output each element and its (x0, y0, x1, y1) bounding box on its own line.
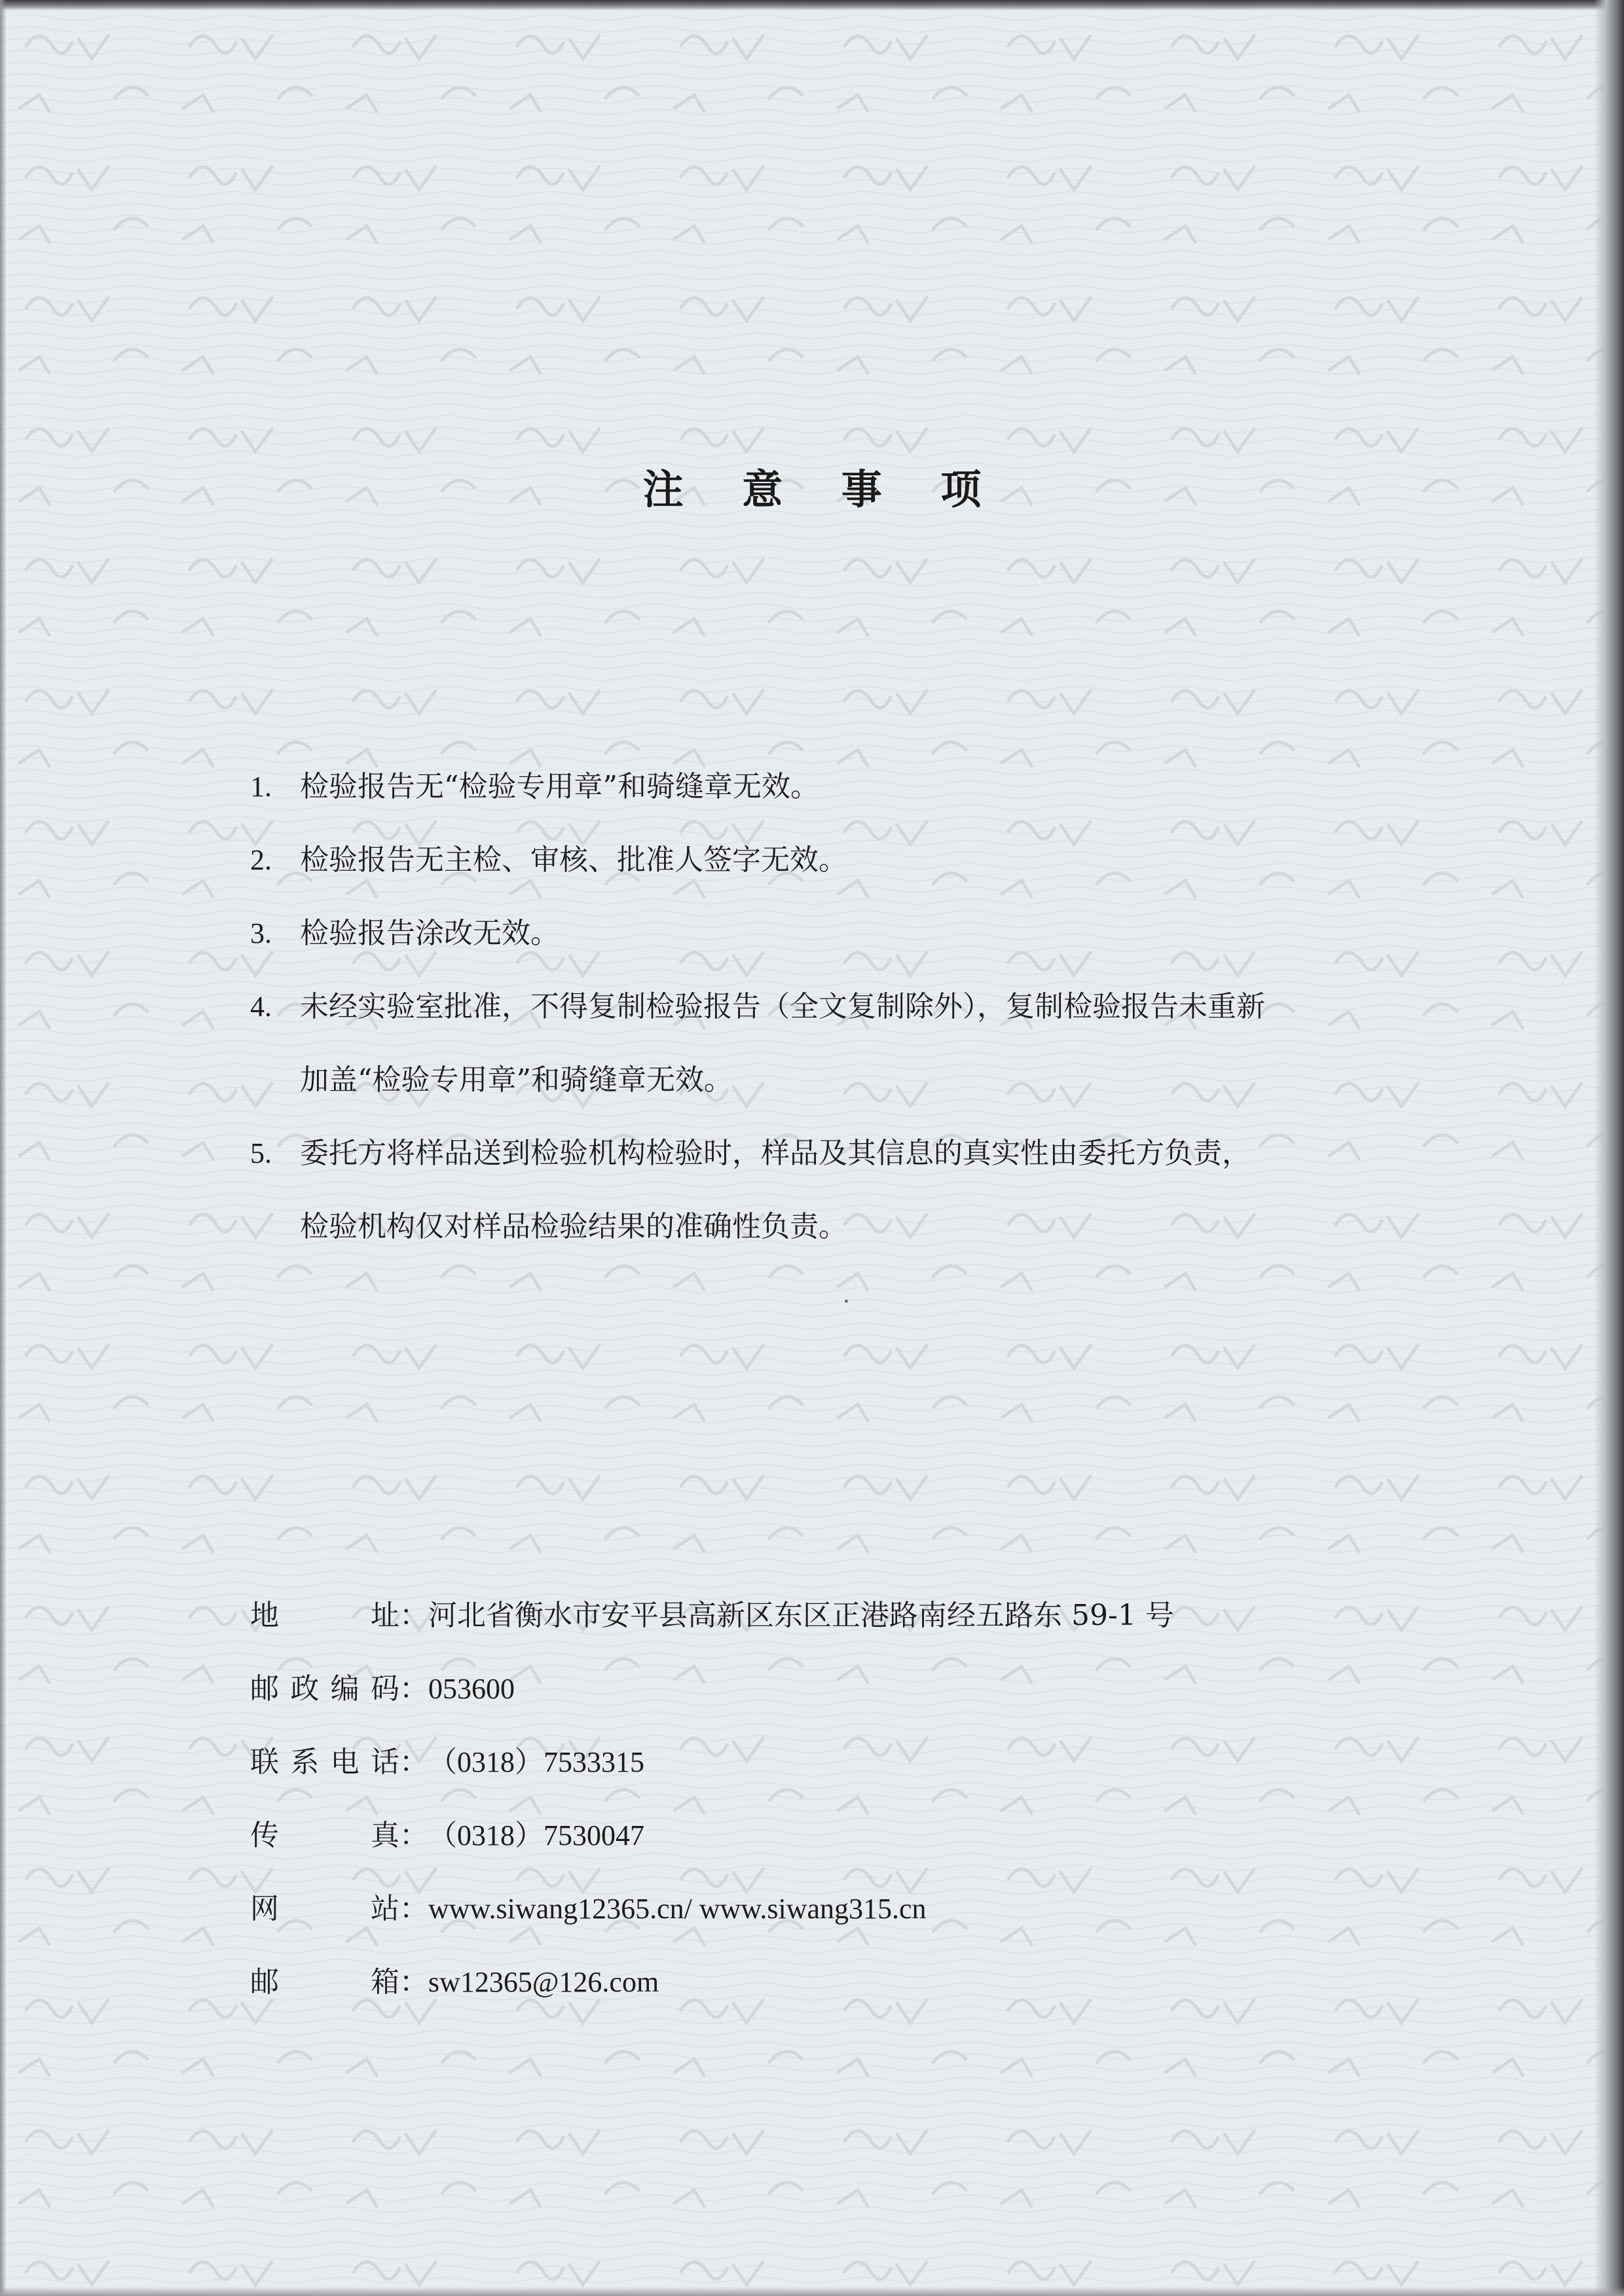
note-item (250, 824, 1429, 897)
note-text: 检验报告无“检验专用章”和骑缝章无效。 (300, 770, 819, 803)
note-item (250, 750, 1429, 824)
note-number: 3. (250, 917, 272, 949)
contact-colon: ： (399, 1965, 428, 1999)
scan-edge-bottom (0, 2287, 1624, 2296)
page-title: 注 意 事 项 (642, 465, 1004, 513)
contact-label: 传真 (250, 1819, 399, 1852)
note-text-continued: 检验机构仅对样品检验结果的准确性负责。 (300, 1210, 847, 1243)
note-number: 5. (250, 1137, 272, 1169)
contact-colon: ： (399, 1745, 428, 1779)
scan-edge-left (0, 0, 7, 2296)
contact-value: www.siwang12365.cn/ www.siwang315.cn (428, 1893, 927, 1925)
contact-label: 网站 (250, 1892, 399, 1925)
contact-phone (250, 1726, 1429, 1799)
contact-value: sw12365@126.com (428, 1966, 659, 1998)
contact-address (250, 1579, 1429, 1652)
contact-value: （0318）7530047 (428, 1819, 644, 1851)
contact-label: 邮政编码 (250, 1672, 399, 1705)
contact-label: 联系电话 (250, 1745, 399, 1779)
contact-label: 邮箱 (250, 1965, 399, 1999)
note-item (250, 1117, 1429, 1264)
contact-postcode (250, 1652, 1429, 1726)
contact-colon: ： (399, 1892, 428, 1925)
note-text: 未经实验室批准，不得复制检验报告（全文复制除外），复制检验报告未重新 (300, 990, 1265, 1023)
contact-colon: ： (399, 1819, 428, 1852)
note-number: 1. (250, 771, 272, 803)
contact-colon: ： (399, 1672, 428, 1705)
scan-edge-top (0, 0, 1624, 10)
notes-list (250, 750, 1429, 1264)
contact-value: （0318）7533315 (428, 1746, 644, 1778)
scan-speck (845, 1300, 848, 1303)
contact-website (250, 1872, 1429, 1946)
note-text-continued: 加盖“检验专用章”和骑缝章无效。 (300, 1063, 733, 1097)
contact-colon: ： (399, 1599, 428, 1632)
note-number: 2. (250, 844, 272, 876)
note-item (250, 970, 1429, 1117)
scan-edge-right (1594, 0, 1624, 2296)
note-text: 检验报告无主检、审核、批准人签字无效。 (300, 843, 847, 877)
contact-email (250, 1946, 1429, 2019)
note-text: 委托方将样品送到检验机构检验时，样品及其信息的真实性由委托方负责， (300, 1137, 1251, 1170)
note-text: 检验报告涂改无效。 (300, 917, 559, 950)
contact-info (250, 1579, 1429, 2019)
note-number: 4. (250, 991, 272, 1023)
contact-fax (250, 1799, 1429, 1872)
contact-value: 053600 (428, 1673, 515, 1705)
contact-label: 地址 (250, 1599, 399, 1632)
contact-value: 河北省衡水市安平县高新区东区正港路南经五路东 59-1 号 (428, 1599, 1174, 1632)
note-item (250, 897, 1429, 970)
